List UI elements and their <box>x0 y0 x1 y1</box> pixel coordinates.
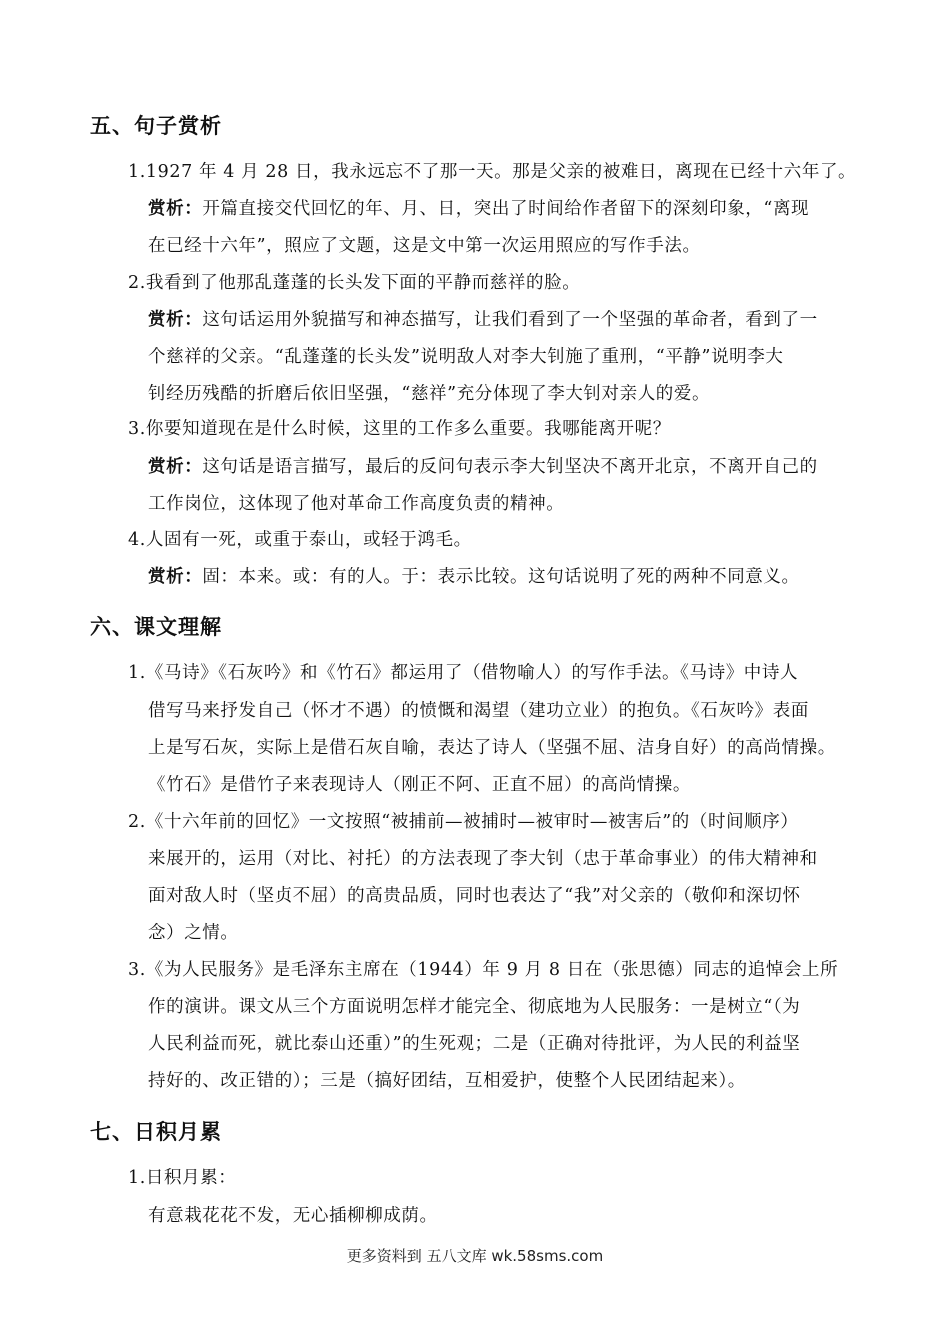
understanding-3-line-4: 持好的、改正错的）；三是（搞好团结，互相爱护，使整个人民团结起来）。 <box>148 1071 746 1091</box>
understanding-2-line-1: 2.《十六年前的回忆》一文按照“被捕前—被捕时—被审时—被害后”的（时间顺序） <box>128 812 799 832</box>
understanding-1-line-2: 借写马来抒发自己（怀才不遇）的愤慨和渴望（建功立业）的抱负。《石灰吟》表面 <box>148 701 809 721</box>
understanding-2-line-2: 来展开的，运用（对比、衬托）的方法表现了李大钊（忠于革命事业）的伟大精神和 <box>148 849 818 869</box>
understanding-1-line-4: 《竹石》是借竹子来表现诗人（刚正不阿、正直不屈）的高尚情操。 <box>148 775 691 795</box>
analysis-2-line-2: 个慈祥的父亲。“乱蓬蓬的长头发”说明敌人对李大钊施了重刑，“平静”说明李大 <box>148 347 784 367</box>
analysis-label: 赏析： <box>148 310 203 330</box>
understanding-2-line-3: 面对敌人时（坚贞不屈）的高贵品质，同时也表达了“我”对父亲的（敬仰和深切怀 <box>148 886 801 906</box>
accumulation-line: 有意栽花花不发，无心插柳柳成荫。 <box>148 1206 438 1226</box>
section-title-6: 六、课文理解 <box>90 615 222 639</box>
analysis-label: 赏析： <box>148 567 203 587</box>
analysis-2-line-1: 赏析：这句话运用外貌描写和神态描写，让我们看到了一个坚强的革命者，看到了一 <box>148 310 818 330</box>
sentence-4: 4.人固有一死，或重于泰山，或轻于鸿毛。 <box>128 530 472 550</box>
analysis-3-line-1: 赏析：这句话是语言描写，最后的反问句表示李大钊坚决不离开北京，不离开自己的 <box>148 457 818 477</box>
analysis-label: 赏析： <box>148 199 203 219</box>
footer-watermark: 更多资料到 五八文库 wk.58sms.com <box>346 1247 604 1265</box>
understanding-3-line-3: 人民利益而死，就比泰山还重）”的生死观；二是（正确对待批评，为人民的利益坚 <box>148 1034 801 1054</box>
analysis-label: 赏析： <box>148 457 203 477</box>
understanding-1-line-1: 1.《马诗》《石灰吟》和《竹石》都运用了（借物喻人）的写作手法。《马诗》中诗人 <box>128 663 799 683</box>
analysis-1-line-2: 在已经十六年”，照应了文题，这是文中第一次运用照应的写作手法。 <box>148 236 701 256</box>
analysis-4-line-1: 赏析：固：本来。或：有的人。于：表示比较。这句话说明了死的两种不同意义。 <box>148 567 800 587</box>
accumulation-label: 1.日积月累： <box>128 1168 237 1188</box>
analysis-1-line-1: 赏析：开篇直接交代回忆的年、月、日，突出了时间给作者留下的深刻印象，“离现 <box>148 199 810 219</box>
understanding-3-line-2: 作的演讲。课文从三个方面说明怎样才能完全、彻底地为人民服务：一是树立“（为 <box>148 997 801 1017</box>
sentence-3: 3.你要知道现在是什么时候，这里的工作多么重要。我哪能离开呢？ <box>128 419 671 439</box>
section-title-5: 五、句子赏析 <box>90 114 222 138</box>
sentence-1: 1.1927 年 4 月 28 日，我永远忘不了那一天。那是父亲的被难日，离现在已经十六年了。 <box>128 162 857 182</box>
section-title-7: 七、日积月累 <box>90 1120 222 1144</box>
analysis-2-line-3: 钊经历残酷的折磨后依旧坚强，“慈祥”充分体现了李大钊对亲人的爱。 <box>148 384 711 404</box>
analysis-3-line-2: 工作岗位，这体现了他对革命工作高度负责的精神。 <box>148 494 565 514</box>
sentence-2: 2.我看到了他那乱蓬蓬的长头发下面的平静而慈祥的脸。 <box>128 273 581 293</box>
understanding-2-line-4: 念）之情。 <box>148 923 239 943</box>
understanding-1-line-3: 上是写石灰，实际上是借石灰自喻，表达了诗人（坚强不屈、洁身自好）的高尚情操。 <box>148 738 836 758</box>
understanding-3-line-1: 3.《为人民服务》是毛泽东主席在（1944）年 9 月 8 日在（张思德）同志的追悼会上所 <box>128 960 839 980</box>
